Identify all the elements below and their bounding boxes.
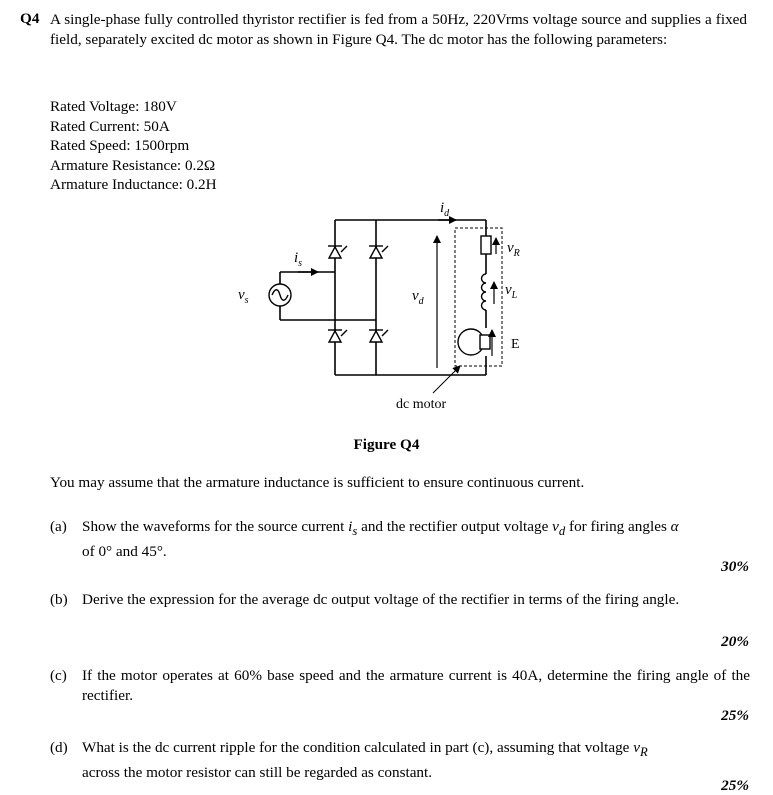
part-d-label: (d) — [50, 739, 68, 756]
dc-motor-icon — [458, 329, 490, 355]
label-id: $i_d$ — [440, 200, 450, 219]
thyristor-t3 — [369, 246, 388, 258]
label-dc-motor: dc motor — [396, 397, 447, 412]
figure-caption: Figure Q4 — [353, 436, 420, 453]
inductor-icon — [482, 274, 487, 310]
part-c-label: (c) — [50, 667, 67, 684]
ac-source-icon — [269, 284, 291, 306]
label-is: $i_s$ — [294, 250, 303, 269]
param-armature-inductance: Armature Inductance: 0.2H — [50, 176, 217, 193]
part-d-text: What is the dc current ripple for the condition calculated in part (c), assuming that voltage $v_R$ across the motor resistor can still be regarded as constant. — [82, 739, 648, 781]
part-b — [50, 590, 750, 610]
question-number: Q4 — [20, 10, 40, 27]
part-a-label: (a) — [50, 518, 67, 535]
part-b-text: Derive the expression for the average dc output voltage of the rectifier in terms of the firing angle. — [82, 591, 680, 608]
part-b-label: (b) — [50, 591, 68, 608]
thyristor-t4 — [328, 330, 347, 342]
question-intro: A single-phase fully controlled thyristor rectifier is fed from a 50Hz, 220Vrms voltage source and supplies a fixed field, separately excited dc motor as shown in Figure Q4. The dc motor has the following parameters: — [50, 11, 747, 48]
part-b-marks: 20% — [721, 633, 749, 650]
thyristor-t1 — [328, 246, 347, 258]
part-c — [50, 666, 750, 705]
label-vr: $v_R$ — [507, 240, 520, 259]
part-c-marks: 25% — [721, 707, 749, 724]
assumption-text: You may assume that the armature inductance is sufficient to ensure continuous current. — [50, 474, 585, 491]
part-d — [50, 738, 750, 782]
part-c-text: If the motor operates at 60% base speed and the armature current is 40A, determine the firing angle of the rectifier. — [82, 667, 750, 704]
part-d-marks: 25% — [721, 777, 749, 794]
param-rated-current: Rated Current: 50A — [50, 117, 170, 135]
resistor-icon — [481, 236, 491, 254]
label-vl: $v_L$ — [505, 282, 518, 301]
param-armature-resistance: Armature Resistance: 0.2Ω — [50, 156, 216, 174]
label-vs: $v_s$ — [238, 287, 249, 306]
thyristor-t2 — [369, 330, 388, 342]
param-rated-voltage: Rated Voltage: 180V — [50, 98, 177, 115]
part-a-text: Show the waveforms for the source current $i_s$ and the rectifier output voltage $v_d$ for firing angles α of 0° and 45°. — [82, 518, 679, 560]
label-e: E — [511, 337, 520, 352]
motor-pointer — [433, 366, 460, 393]
param-rated-speed: Rated Speed: 1500rpm — [50, 137, 190, 154]
label-vd: $v_d$ — [412, 288, 424, 307]
part-a-marks: 30% — [721, 558, 749, 575]
part-a — [50, 517, 750, 561]
